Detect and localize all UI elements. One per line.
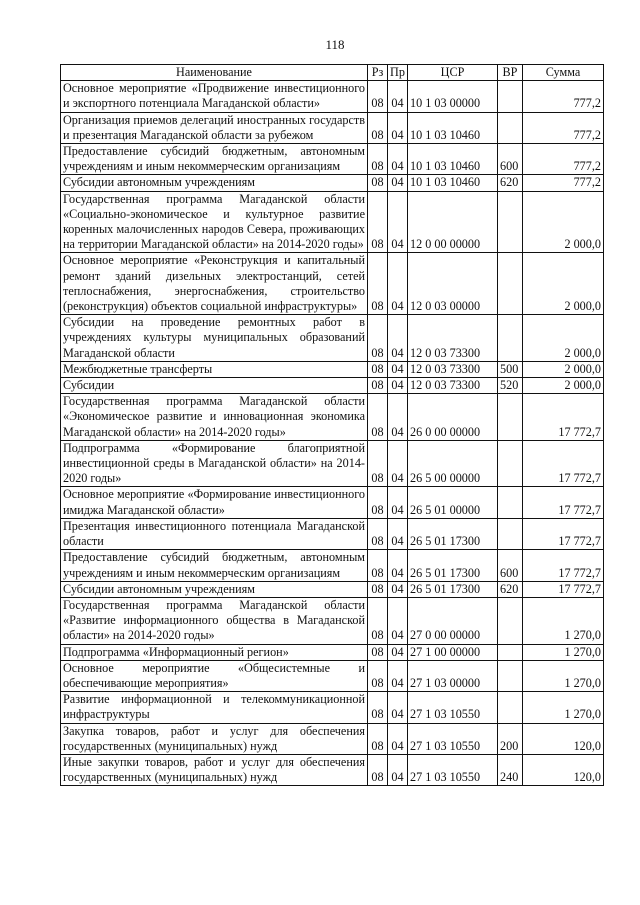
cell-pr: 04 xyxy=(388,175,408,191)
table-row xyxy=(61,315,604,362)
header-pr: Пр xyxy=(388,65,408,81)
cell-pr: 04 xyxy=(388,660,408,691)
cell-rz: 08 xyxy=(368,378,388,394)
cell-sum: 1 270,0 xyxy=(523,660,604,691)
cell-pr: 04 xyxy=(388,723,408,754)
cell-csr: 10 1 03 10460 xyxy=(408,112,498,143)
cell-pr: 04 xyxy=(388,440,408,487)
cell-csr: 10 1 03 10460 xyxy=(408,175,498,191)
cell-name: Подпрограмма «Формирование благоприятной инвестиционной среды в Магаданской области» на 2014-2020 годы» xyxy=(61,440,368,487)
cell-sum: 777,2 xyxy=(523,144,604,175)
cell-csr: 27 1 03 10550 xyxy=(408,754,498,785)
cell-name: Основное мероприятие «Реконструкция и капитальный ремонт зданий дизельных электростанций, сетей теплоснабжения, энергоснабжения, строительство (реконструкция) объектов социальной инфраструктуры» xyxy=(61,253,368,315)
cell-csr: 27 1 03 10550 xyxy=(408,692,498,723)
table-row xyxy=(61,597,604,644)
cell-sum: 1 270,0 xyxy=(523,692,604,723)
cell-pr: 04 xyxy=(388,112,408,143)
cell-sum: 777,2 xyxy=(523,112,604,143)
cell-name: Предоставление субсидий бюджетным, автономным учреждениям и иным некоммерческим организациям xyxy=(61,550,368,581)
table-header xyxy=(61,65,604,81)
cell-rz: 08 xyxy=(368,175,388,191)
cell-name: Основное мероприятие «Общесистемные и обеспечивающие мероприятия» xyxy=(61,660,368,691)
cell-rz: 08 xyxy=(368,597,388,644)
cell-sum: 17 772,7 xyxy=(523,550,604,581)
cell-sum: 2 000,0 xyxy=(523,191,604,253)
cell-vr: 520 xyxy=(498,378,523,394)
table-row xyxy=(61,253,604,315)
table-row xyxy=(61,644,604,660)
cell-name: Государственная программа Магаданской области «Социально-экономическое и культурное развитие коренных малочисленных народов Севера, проживающих на территории Магаданской области» на 2014-2020 годы» xyxy=(61,191,368,253)
cell-vr: 500 xyxy=(498,361,523,377)
cell-vr xyxy=(498,315,523,362)
cell-vr xyxy=(498,81,523,112)
cell-sum: 17 772,7 xyxy=(523,518,604,549)
cell-rz: 08 xyxy=(368,550,388,581)
header-rz: Рз xyxy=(368,65,388,81)
table-row xyxy=(61,440,604,487)
cell-pr: 04 xyxy=(388,394,408,441)
cell-sum: 120,0 xyxy=(523,723,604,754)
cell-name: Основное мероприятие «Формирование инвестиционного имиджа Магаданской области» xyxy=(61,487,368,518)
cell-rz: 08 xyxy=(368,144,388,175)
cell-vr xyxy=(498,597,523,644)
header-sum: Сумма xyxy=(523,65,604,81)
cell-vr: 600 xyxy=(498,144,523,175)
cell-pr: 04 xyxy=(388,191,408,253)
header-name: Наименование xyxy=(61,65,368,81)
cell-csr: 12 0 03 73300 xyxy=(408,378,498,394)
cell-vr xyxy=(498,191,523,253)
cell-sum: 1 270,0 xyxy=(523,644,604,660)
cell-rz: 08 xyxy=(368,394,388,441)
cell-pr: 04 xyxy=(388,487,408,518)
cell-sum: 17 772,7 xyxy=(523,394,604,441)
cell-sum: 2 000,0 xyxy=(523,361,604,377)
cell-name: Закупка товаров, работ и услуг для обеспечения государственных (муниципальных) нужд xyxy=(61,723,368,754)
table-row xyxy=(61,692,604,723)
cell-sum: 2 000,0 xyxy=(523,378,604,394)
cell-csr: 27 1 03 10550 xyxy=(408,723,498,754)
cell-rz: 08 xyxy=(368,660,388,691)
header-vr: ВР xyxy=(498,65,523,81)
cell-pr: 04 xyxy=(388,597,408,644)
page-number: 118 xyxy=(325,37,345,52)
cell-sum: 17 772,7 xyxy=(523,581,604,597)
cell-rz: 08 xyxy=(368,81,388,112)
cell-name: Субсидии автономным учреждениям xyxy=(61,175,368,191)
cell-pr: 04 xyxy=(388,518,408,549)
cell-sum: 17 772,7 xyxy=(523,440,604,487)
cell-sum: 2 000,0 xyxy=(523,253,604,315)
cell-csr: 12 0 03 73300 xyxy=(408,315,498,362)
cell-name: Межбюджетные трансферты xyxy=(61,361,368,377)
cell-csr: 26 5 00 00000 xyxy=(408,440,498,487)
table-row xyxy=(61,81,604,112)
cell-csr: 26 5 01 17300 xyxy=(408,550,498,581)
table-row xyxy=(61,550,604,581)
cell-rz: 08 xyxy=(368,723,388,754)
cell-name: Иные закупки товаров, работ и услуг для обеспечения государственных (муниципальных) нужд xyxy=(61,754,368,785)
cell-vr: 600 xyxy=(498,550,523,581)
table-row xyxy=(61,723,604,754)
cell-name: Основное мероприятие «Продвижение инвестиционного и экспортного потенциала Магаданской области» xyxy=(61,81,368,112)
cell-vr xyxy=(498,518,523,549)
cell-sum: 1 270,0 xyxy=(523,597,604,644)
cell-pr: 04 xyxy=(388,315,408,362)
cell-pr: 04 xyxy=(388,81,408,112)
cell-pr: 04 xyxy=(388,581,408,597)
cell-rz: 08 xyxy=(368,581,388,597)
cell-rz: 08 xyxy=(368,191,388,253)
cell-rz: 08 xyxy=(368,112,388,143)
cell-csr: 12 0 03 73300 xyxy=(408,361,498,377)
cell-name: Организация приемов делегаций иностранных государств и презентация Магаданской области за рубежом xyxy=(61,112,368,143)
cell-name: Предоставление субсидий бюджетным, автономным учреждениям и иным некоммерческим организациям xyxy=(61,144,368,175)
cell-sum: 777,2 xyxy=(523,175,604,191)
cell-pr: 04 xyxy=(388,378,408,394)
cell-rz: 08 xyxy=(368,253,388,315)
table-row xyxy=(61,191,604,253)
table-row xyxy=(61,487,604,518)
table-row xyxy=(61,144,604,175)
cell-csr: 27 1 03 00000 xyxy=(408,660,498,691)
table-row xyxy=(61,175,604,191)
cell-name: Субсидии на проведение ремонтных работ в учреждениях культуры муниципальных образований Магаданской области xyxy=(61,315,368,362)
cell-pr: 04 xyxy=(388,550,408,581)
cell-rz: 08 xyxy=(368,754,388,785)
cell-csr: 12 0 00 00000 xyxy=(408,191,498,253)
cell-rz: 08 xyxy=(368,692,388,723)
cell-csr: 27 1 00 00000 xyxy=(408,644,498,660)
cell-rz: 08 xyxy=(368,487,388,518)
cell-name: Субсидии xyxy=(61,378,368,394)
cell-csr: 27 0 00 00000 xyxy=(408,597,498,644)
cell-rz: 08 xyxy=(368,361,388,377)
cell-vr xyxy=(498,487,523,518)
table-row xyxy=(61,378,604,394)
cell-pr: 04 xyxy=(388,361,408,377)
cell-csr: 26 5 01 17300 xyxy=(408,518,498,549)
cell-pr: 04 xyxy=(388,754,408,785)
budget-table xyxy=(60,64,604,786)
cell-rz: 08 xyxy=(368,315,388,362)
cell-name: Субсидии автономным учреждениям xyxy=(61,581,368,597)
table-row xyxy=(61,361,604,377)
cell-rz: 08 xyxy=(368,644,388,660)
cell-csr: 10 1 03 00000 xyxy=(408,81,498,112)
table-row xyxy=(61,754,604,785)
cell-sum: 2 000,0 xyxy=(523,315,604,362)
cell-vr xyxy=(498,253,523,315)
cell-pr: 04 xyxy=(388,692,408,723)
header-csr: ЦСР xyxy=(408,65,498,81)
cell-csr: 26 0 00 00000 xyxy=(408,394,498,441)
cell-vr: 620 xyxy=(498,175,523,191)
table-row xyxy=(61,112,604,143)
cell-rz: 08 xyxy=(368,518,388,549)
cell-csr: 26 5 01 17300 xyxy=(408,581,498,597)
cell-vr xyxy=(498,440,523,487)
table-row xyxy=(61,518,604,549)
cell-sum: 777,2 xyxy=(523,81,604,112)
cell-vr xyxy=(498,112,523,143)
cell-csr: 26 5 01 00000 xyxy=(408,487,498,518)
cell-name: Презентация инвестиционного потенциала Магаданской области xyxy=(61,518,368,549)
cell-vr xyxy=(498,692,523,723)
cell-rz: 08 xyxy=(368,440,388,487)
cell-name: Государственная программа Магаданской области «Экономическое развитие и инновационная экономика Магаданской области» на 2014-2020 годы» xyxy=(61,394,368,441)
cell-name: Государственная программа Магаданской области «Развитие информационного общества в Магаданской области» на 2014-2020 годы» xyxy=(61,597,368,644)
cell-csr: 10 1 03 10460 xyxy=(408,144,498,175)
cell-pr: 04 xyxy=(388,144,408,175)
cell-vr: 200 xyxy=(498,723,523,754)
cell-sum: 120,0 xyxy=(523,754,604,785)
table-row xyxy=(61,581,604,597)
table-row xyxy=(61,394,604,441)
cell-pr: 04 xyxy=(388,253,408,315)
cell-name: Развитие информационной и телекоммуникационной инфраструктуры xyxy=(61,692,368,723)
cell-sum: 17 772,7 xyxy=(523,487,604,518)
cell-vr: 240 xyxy=(498,754,523,785)
table-row xyxy=(61,660,604,691)
cell-vr: 620 xyxy=(498,581,523,597)
cell-pr: 04 xyxy=(388,644,408,660)
cell-csr: 12 0 03 00000 xyxy=(408,253,498,315)
cell-name: Подпрограмма «Информационный регион» xyxy=(61,644,368,660)
cell-vr xyxy=(498,394,523,441)
cell-vr xyxy=(498,644,523,660)
cell-vr xyxy=(498,660,523,691)
